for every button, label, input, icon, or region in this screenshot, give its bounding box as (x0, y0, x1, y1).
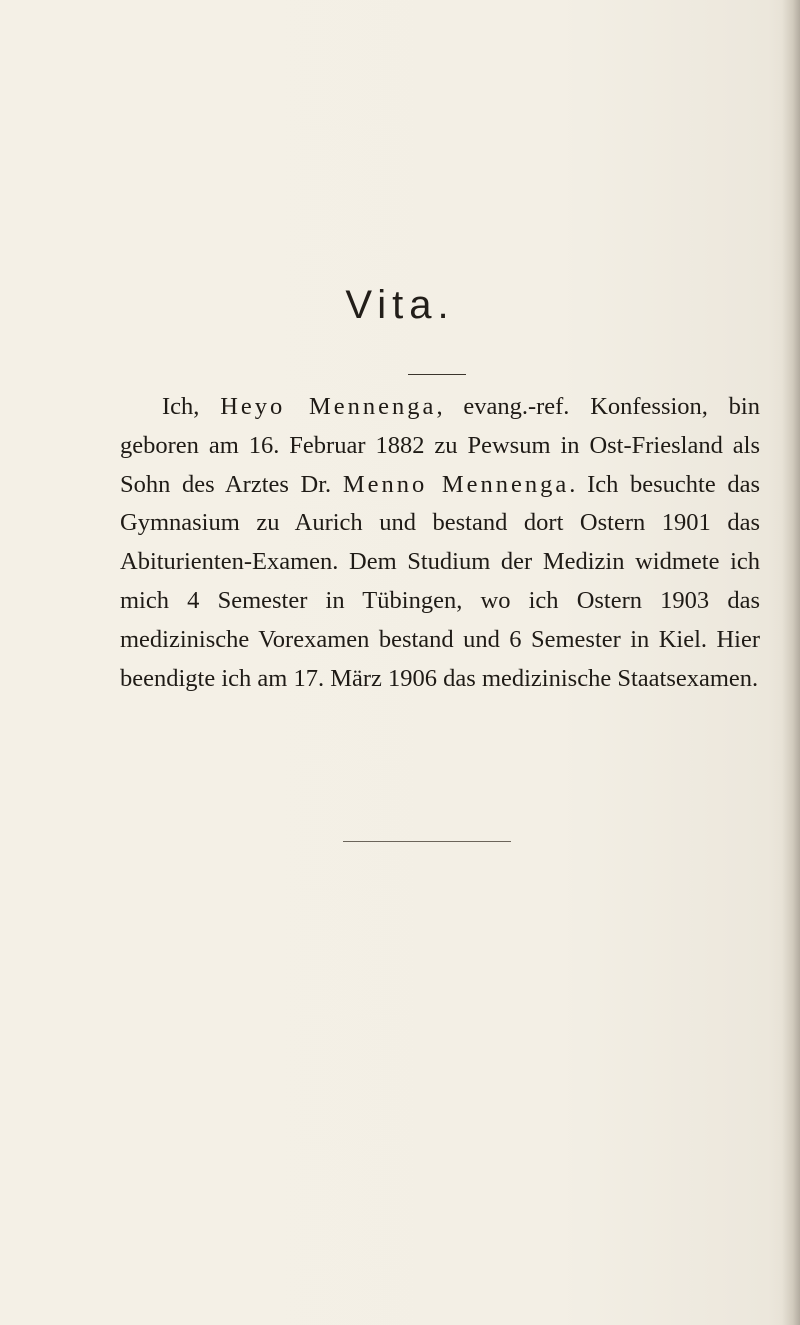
vita-paragraph (120, 388, 760, 698)
closing-divider (343, 841, 511, 842)
intro-text: Ich, (162, 393, 221, 420)
birth-details: , evang.-ref. Konfession, bin geboren am 16. Februar 1882 zu Pewsum in Ost-Friesland als Sohn des Arztes Dr. (120, 393, 760, 498)
page-title: Vita. (345, 283, 455, 327)
father-name: Menno Mennenga (342, 470, 570, 498)
page-edge-shadow (782, 0, 800, 1325)
title-divider (408, 374, 466, 375)
author-name: Heyo Mennenga (220, 393, 437, 420)
education-details: . Ich besuchte das Gymnasium zu Aurich und bestand dort Ostern 1901 das Abiturienten-Examen. Dem Studium der Medizin widmete ich mich 4 Semester in Tübingen, wo ich Ostern 1903 das medizinische Vorexamen bestand und 6 Semester in Kiel. Hier beendigte ich am 17. März 1906 das medizinische Staatsexamen. (120, 470, 761, 692)
